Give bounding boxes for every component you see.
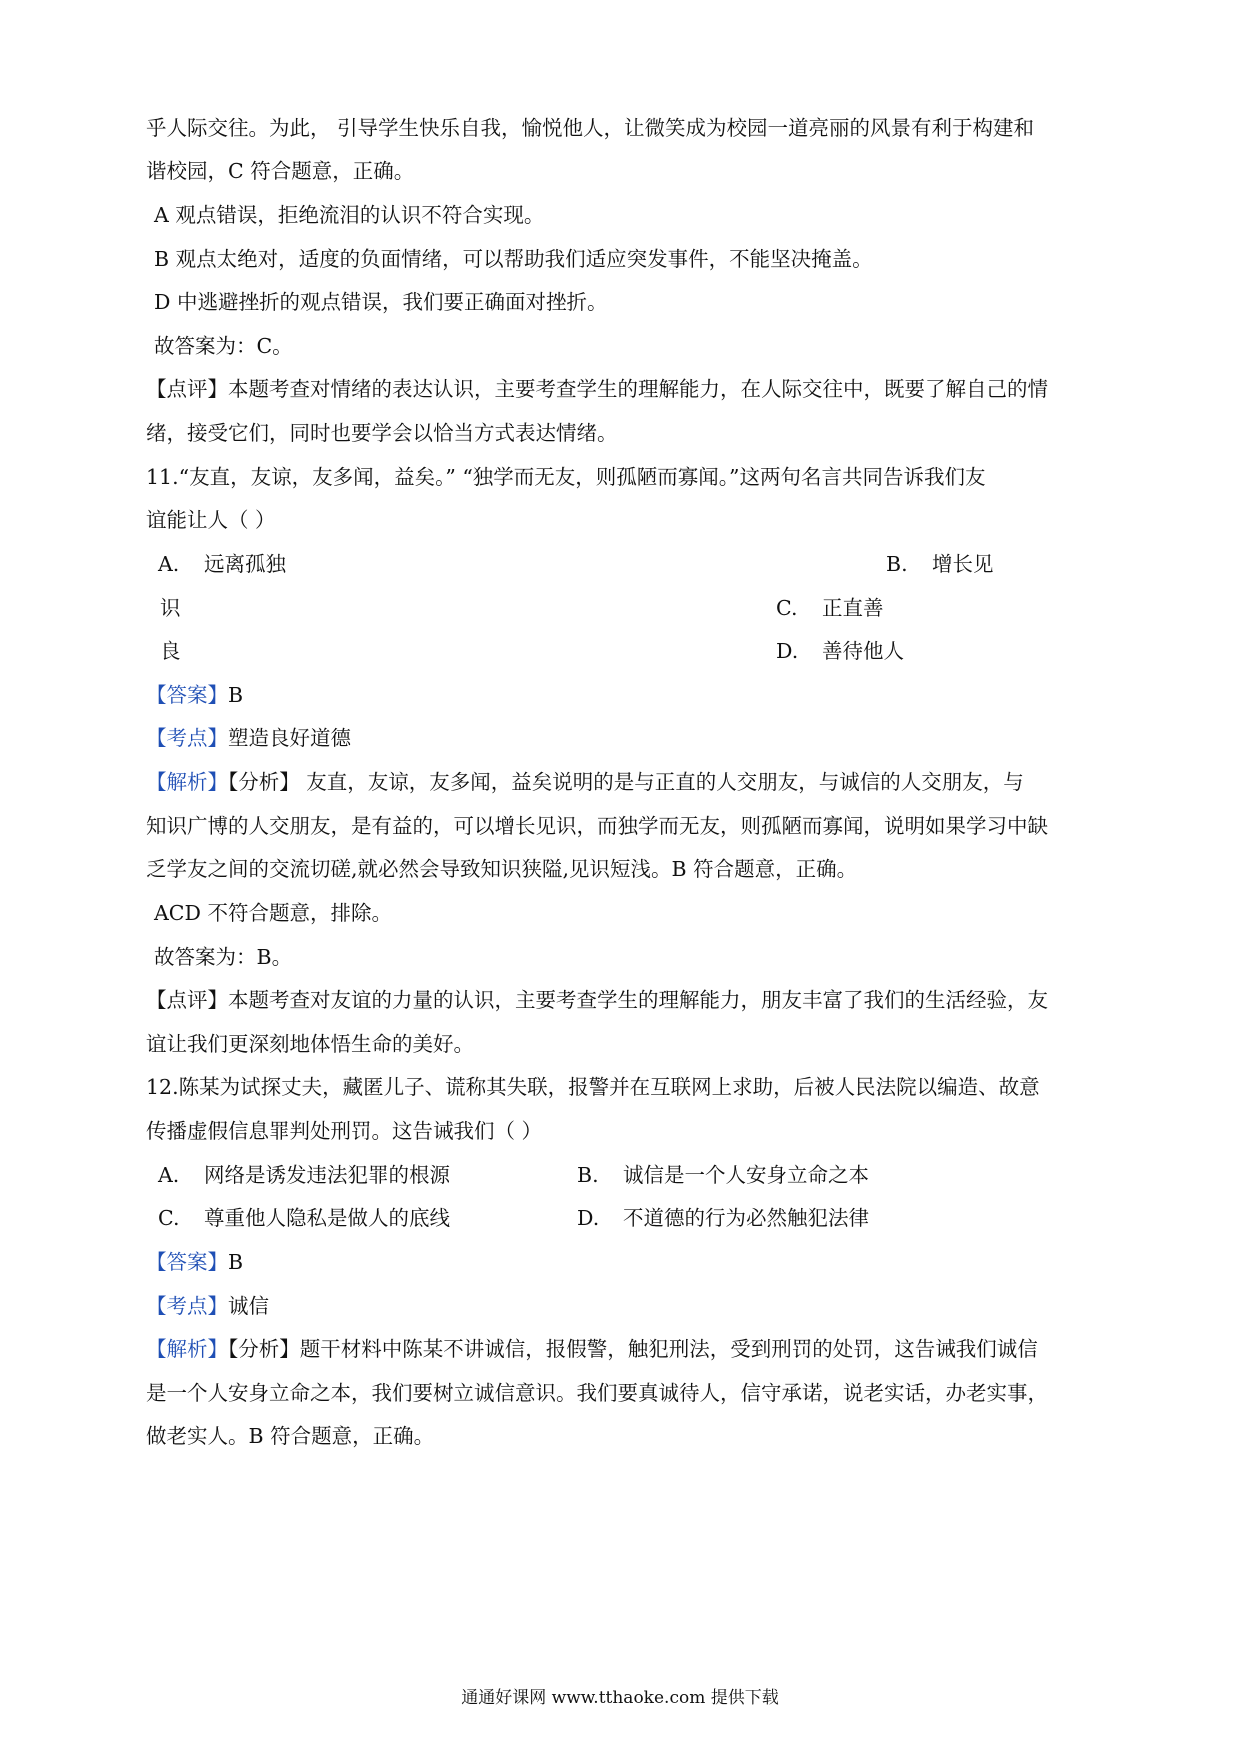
q12-option-c xyxy=(158,1204,450,1232)
option-letter: A. xyxy=(158,552,180,576)
point-tag: 【考点】 xyxy=(146,1294,228,1318)
question-11-stem-line: 谊能让人（ ） xyxy=(146,508,276,532)
option-text: 诚信是一个人安身立命之本 xyxy=(623,1163,869,1187)
q11-option-b xyxy=(886,550,994,578)
analysis-tag: 【解析】 xyxy=(146,770,228,794)
analysis-line: 知识广博的人交朋友，是有益的，可以增长见识，而独学而无友，则孤陋而寡闻，说明如果学习中缺 xyxy=(146,814,1048,838)
option-letter: A. xyxy=(158,1163,180,1187)
analysis-line: 做老实人。B 符合题意，正确。 xyxy=(146,1424,435,1448)
option-b-note: B 观点太绝对，适度的负面情绪，可以帮助我们适应突发事件，不能坚决掩盖。 xyxy=(154,247,873,271)
final-answer: 故答案为：C。 xyxy=(154,334,293,358)
option-d-note: D 中逃避挫折的观点错误，我们要正确面对挫折。 xyxy=(154,290,608,314)
question-12-stem: 12.陈某为试探丈夫，藏匿儿子、谎称其失联，报警并在互联网上求助，后被人民法院以编造、故意 xyxy=(146,1075,1040,1099)
q11-option-d xyxy=(776,637,904,665)
comment-line: 绪，接受它们，同时也要学会以恰当方式表达情绪。 xyxy=(146,421,618,445)
question-12-stem-line: 传播虚假信息罪判处刑罚。这告诫我们（ ） xyxy=(146,1119,543,1143)
page-footer: 通通好课网 www.tthaoke.com 提供下载 xyxy=(461,1688,779,1708)
analysis-tag: 【解析】 xyxy=(146,1337,228,1361)
question-11-stem: 11.“友直，友谅，友多闻，益矣。” “独学而无友，则孤陋而寡闻。”这两句名言共同告诉我们友 xyxy=(146,465,986,489)
option-letter: B. xyxy=(577,1163,599,1187)
option-text: 增长见 xyxy=(932,552,994,576)
q11-comment xyxy=(146,986,1048,1014)
option-letter: B. xyxy=(886,552,908,576)
comment-line: 谊让我们更深刻地体悟生命的美好。 xyxy=(146,1032,474,1056)
q11-option-c xyxy=(776,594,884,622)
comment-text: 本题考查对友谊的力量的认识，主要考查学生的理解能力，朋友丰富了我们的生活经验，友 xyxy=(228,988,1048,1012)
option-text: 善待他人 xyxy=(822,639,904,663)
comment-tag: 【点评】 xyxy=(146,377,228,401)
q11-point xyxy=(146,724,351,752)
q12-answer xyxy=(146,1248,243,1276)
q11-option-b-wrap: 识 xyxy=(160,596,181,620)
paragraph-line: 谐校园，C 符合题意，正确。 xyxy=(146,159,415,183)
comment xyxy=(146,375,1048,403)
answer-tag: 【答案】 xyxy=(146,1250,228,1274)
point-value: 塑造良好道德 xyxy=(228,726,351,750)
answer-value: B xyxy=(228,683,244,707)
paragraph-line: 乎人际交往。为此， 引导学生快乐自我，愉悦他人，让微笑成为校园一道亮丽的风景有利于构建和 xyxy=(146,116,1035,140)
option-a-note: A 观点错误，拒绝流泪的认识不符合实现。 xyxy=(154,203,545,227)
comment-tag: 【点评】 xyxy=(146,988,228,1012)
q11-option-a xyxy=(158,550,286,578)
q11-answer xyxy=(146,681,243,709)
option-letter: D. xyxy=(577,1206,600,1230)
option-letter: D. xyxy=(776,639,799,663)
analysis-line: 是一个人安身立命之本，我们要树立诚信意识。我们要真诚待人，信守承诺，说老实话，办老实事， xyxy=(146,1381,1048,1405)
q12-option-a xyxy=(158,1161,450,1189)
q11-exclude: ACD 不符合题意，排除。 xyxy=(154,901,392,925)
q11-final-answer: 故答案为：B。 xyxy=(154,945,293,969)
q11-analysis xyxy=(146,768,1024,796)
q12-option-d xyxy=(577,1204,869,1232)
analysis-text: 【分析】 友直，友谅，友多闻，益矣说明的是与正直的人交朋友，与诚信的人交朋友，与 xyxy=(228,770,1024,794)
option-text: 不道德的行为必然触犯法律 xyxy=(623,1206,869,1230)
option-text: 网络是诱发违法犯罪的根源 xyxy=(204,1163,450,1187)
analysis-line: 乏学友之间的交流切磋,就必然会导致知识狭隘,见识短浅。B 符合题意，正确。 xyxy=(146,857,858,881)
option-text: 正直善 xyxy=(822,596,884,620)
analysis-text: 【分析】题干材料中陈某不讲诚信，报假警，触犯刑法，受到刑罚的处罚，这告诫我们诚信 xyxy=(228,1337,1038,1361)
option-letter: C. xyxy=(776,596,798,620)
q11-option-c-wrap: 良 xyxy=(160,639,181,663)
q12-option-b xyxy=(577,1161,869,1189)
point-tag: 【考点】 xyxy=(146,726,228,750)
option-letter: C. xyxy=(158,1206,180,1230)
q12-analysis xyxy=(146,1335,1038,1363)
point-value: 诚信 xyxy=(228,1294,269,1318)
answer-tag: 【答案】 xyxy=(146,683,228,707)
q12-point xyxy=(146,1292,269,1320)
comment-text: 本题考查对情绪的表达认识，主要考查学生的理解能力，在人际交往中，既要了解自己的情 xyxy=(228,377,1048,401)
option-text: 远离孤独 xyxy=(204,552,286,576)
option-text: 尊重他人隐私是做人的底线 xyxy=(204,1206,450,1230)
answer-value: B xyxy=(228,1250,244,1274)
